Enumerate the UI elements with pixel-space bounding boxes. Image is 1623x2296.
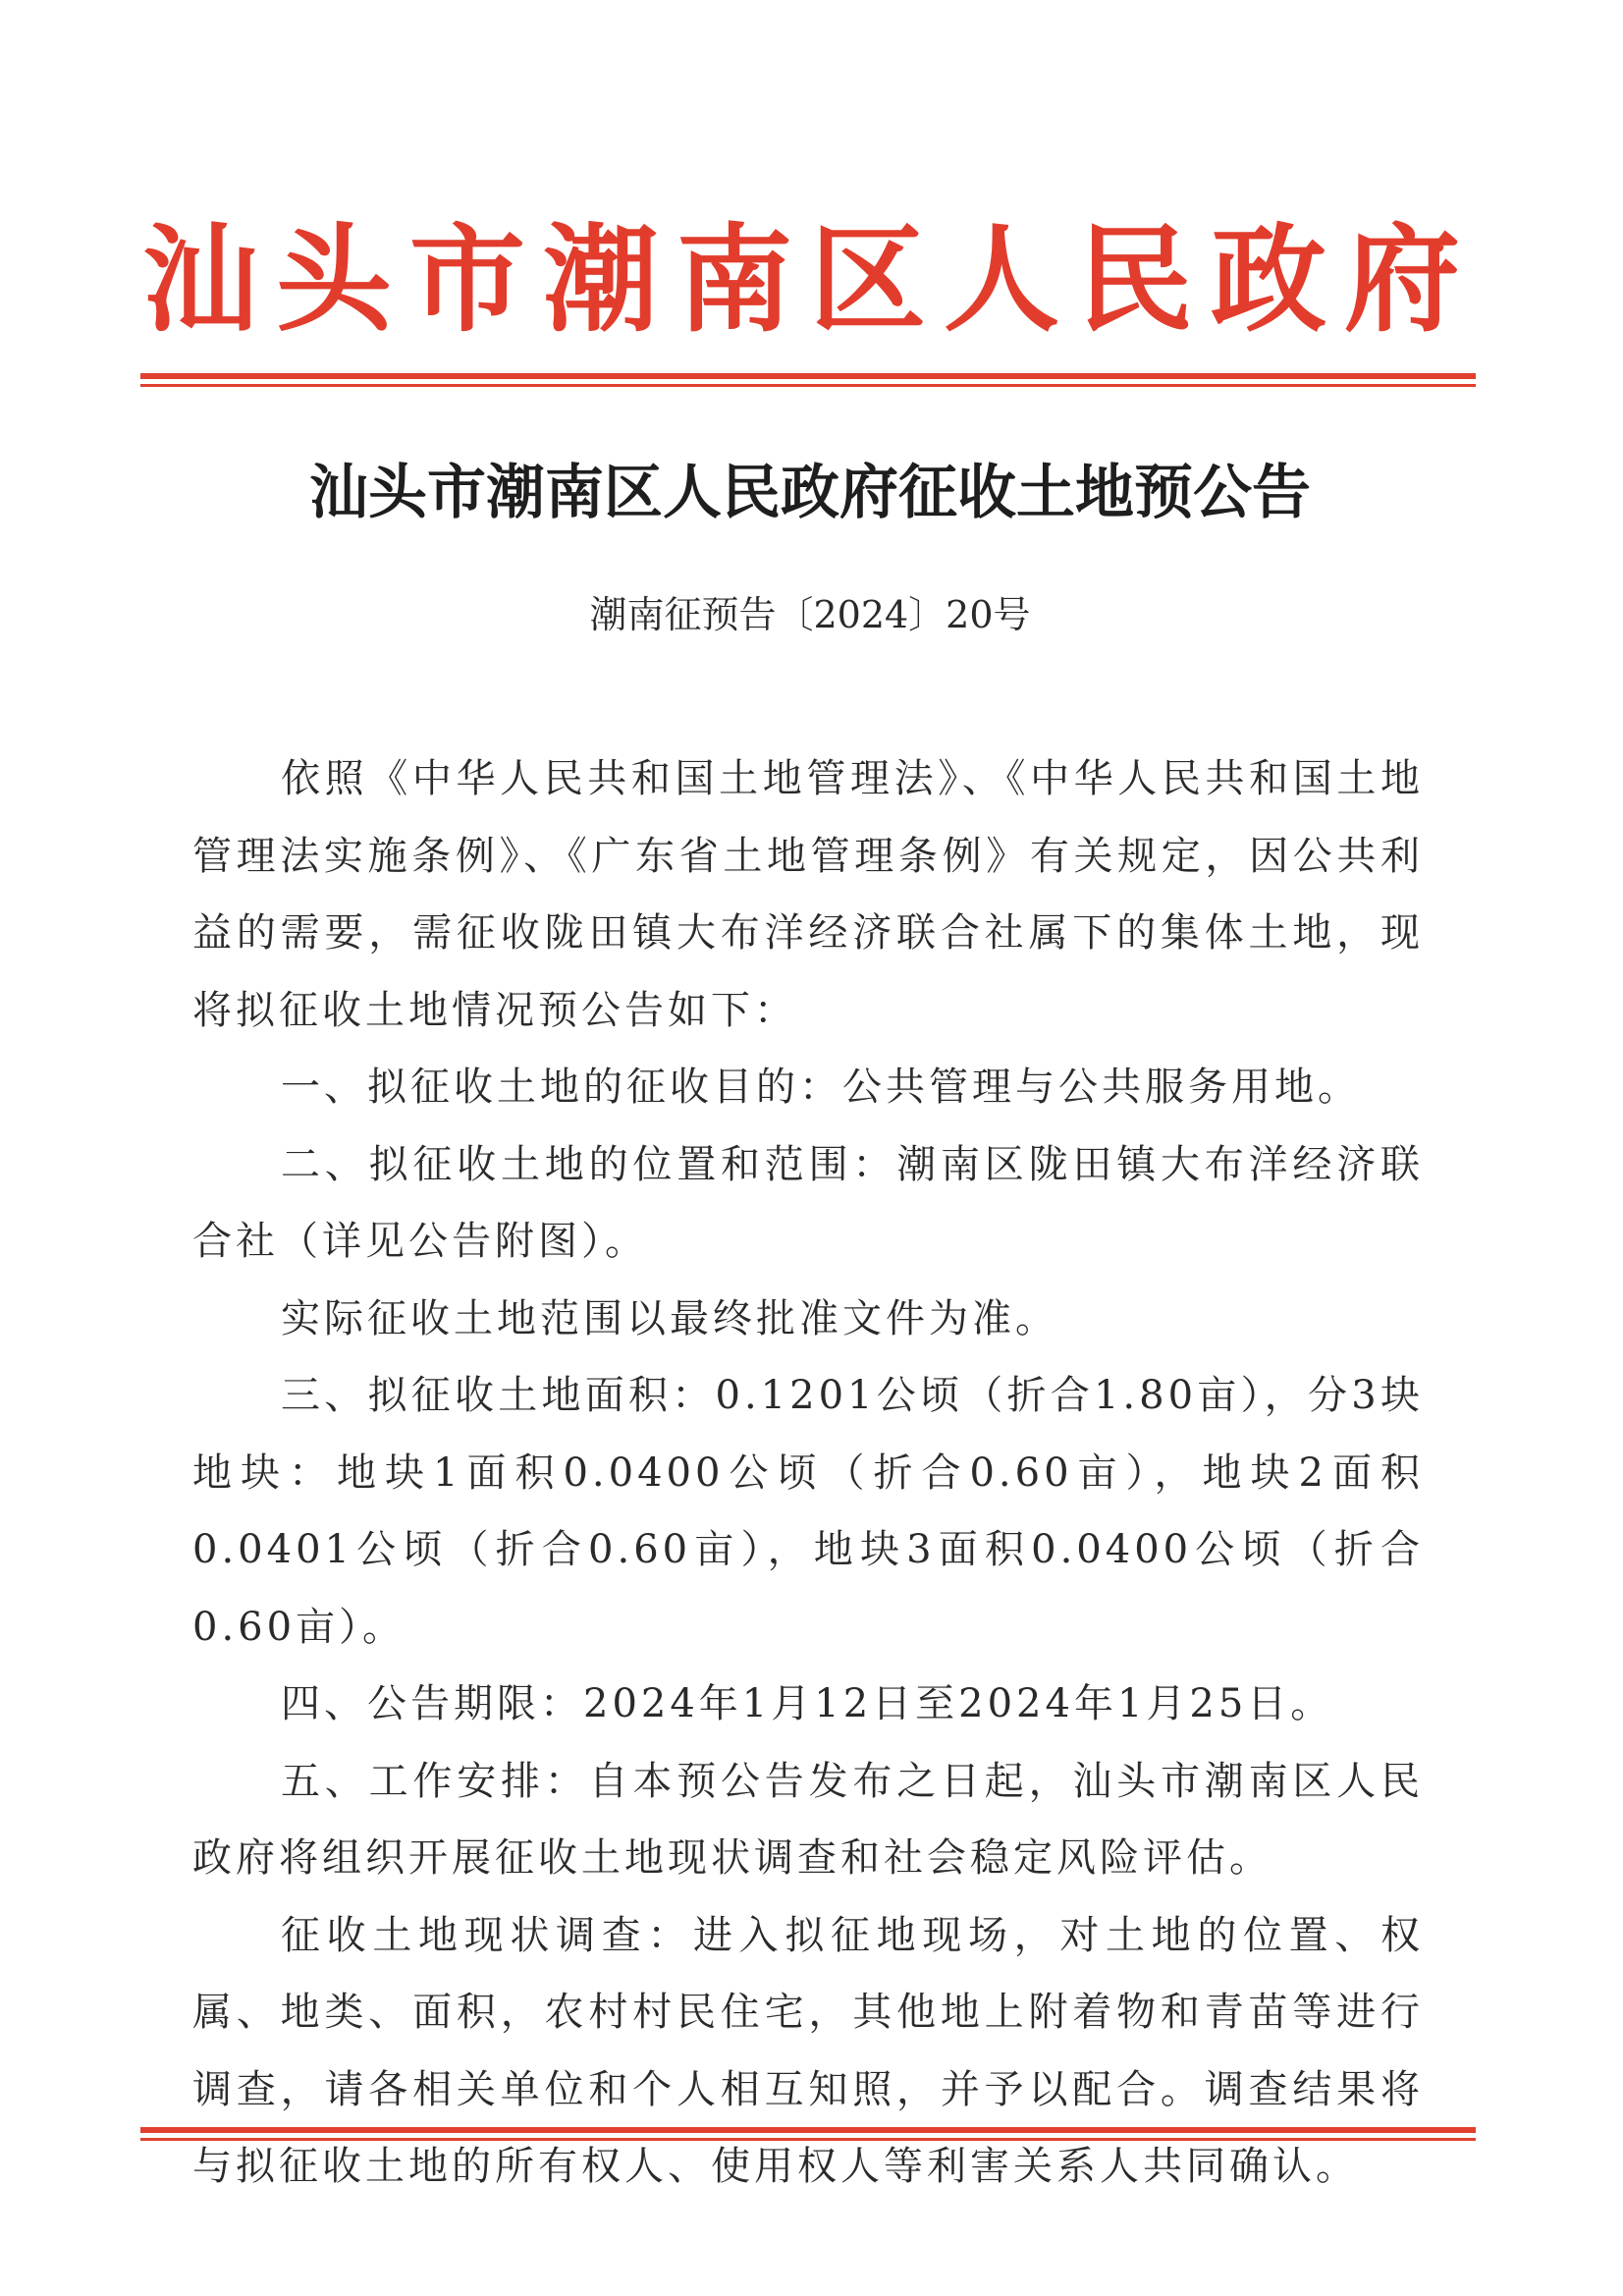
government-masthead: 汕头市潮南区人民政府	[141, 211, 1478, 348]
footer-divider	[140, 2127, 1476, 2141]
paragraph-purpose: 一、拟征收土地的征收目的：公共管理与公共服务用地。	[281, 1065, 1361, 1110]
paragraph-survey: 征收土地现状调查：进入拟征地现场，对土地的位置、权属、地类、面积，农村村民住宅，其他地上附着物和青苗等进行调查，请各相关单位和个人相互知照，并予以配合。调查结果将与拟征收土地的所有权人、使用权人等利害关系人共同确认。	[192, 1912, 1424, 2189]
masthead-divider-thin-line	[140, 384, 1476, 387]
document-title: 汕头市潮南区人民政府征收土地预公告	[309, 459, 1311, 527]
paragraph-notice-period: 四、公告期限：2024年1月12日至2024年1月25日。	[281, 1681, 1334, 1726]
paragraph-area: 三、拟征收土地面积：0.1201公顷（折合1.80亩），分3块地块：地块1面积0.0400公顷（折合0.60亩），地块2面积0.0401公顷（折合0.60亩），地块3面积0.0400公顷（折合0.60亩）。	[192, 1373, 1424, 1650]
document-number: 潮南征预告〔2024〕20号	[589, 593, 1031, 636]
paragraph-location: 二、拟征收土地的位置和范围：潮南区陇田镇大布洋经济联合社（详见公告附图）。	[192, 1141, 1424, 1264]
footer-divider-thick-line	[140, 2127, 1476, 2133]
paragraph-legal-basis: 依照《中华人民共和国土地管理法》、《中华人民共和国土地管理法实施条例》、《广东省土地管理条例》有关规定，因公共利益的需要，需征收陇田镇大布洋经济联合社属下的集体土地，现将拟征收土地情况预公告如下：	[192, 756, 1424, 1033]
masthead-divider-thick-line	[140, 373, 1476, 379]
paragraph-scope-note: 实际征收土地范围以最终批准文件为准。	[281, 1295, 1058, 1341]
masthead-divider	[140, 373, 1476, 387]
paragraph-work-arrangement: 五、工作安排：自本预公告发布之日起，汕头市潮南区人民政府将组织开展征收土地现状调查和社会稳定风险评估。	[192, 1758, 1424, 1881]
document-body	[192, 740, 1424, 2206]
footer-divider-thin-line	[140, 2138, 1476, 2141]
